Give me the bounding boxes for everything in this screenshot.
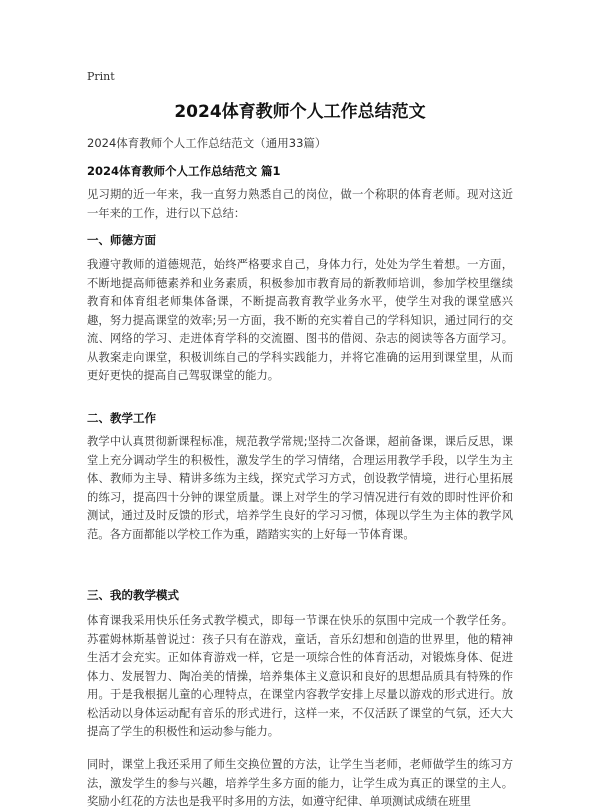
paragraph-ethics: 我遵守教师的道德规范，始终严格要求自己，身体力行，处处为学生着想。一方面，不断地提高师德素养和业务素质，积极参加市教育局的新教师培训，参加学校里继续教育和体育组老师集体备课，不断提高教育教学业务水平，使学生对我的课堂感兴趣，努力提高课堂的效率;另一方面，我不断的充实着自己的学科知识，通过同行的交流、网络的学习、走进体育学科的交流圈、图书的借阅、杂志的阅读等各方面学习。从教案走向课堂，积极训练自己的学科实践能力，并将它准确的运用到课堂里，从而更好更快的提高自己驾驭课堂的能力。: [87, 258, 513, 382]
paragraph-teaching-work: 教学中认真贯彻新课程标准，规范教学常规;坚持二次备课，超前备课，课后反思，课堂上充分调动学生的积极性，激发学生的学习情绪，合理运用教学手段，以学生为主体、教师为主导、精讲多练为主线，探究式学习方式，创设教学情境，进行心里拓展的练习，提高四十分钟的课堂质量。课上对学生的学习情况进行有效的即时性评价和测试，通过及时反馈的形式，培养学生良好的学习习惯，体现以学生为主体的教学风范。各方面都能以学校工作为重，踏踏实实的上好每一节体育课。: [87, 435, 513, 541]
paragraph-teaching-mode: 体育课我采用快乐任务式教学模式，即每一节课在快乐的氛围中完成一个教学任务。苏霍姆林斯基曾说过：孩子只有在游戏，童话，音乐幻想和创造的世界里，他的精神生活才会充实。正如体育游戏一样，它是一项综合性的体育活动，对锻炼身体、促进体力、发展智力、陶冶美的情操，培养集体主义意识和良好的思想品质具有特殊的作用。于是我根据儿童的心理特点，在课堂内容教学安排上尽量以游戏的形式进行。放松活动以身体运动配有音乐的形式进行，这样一来，不仅活跃了课堂的气氛，还大大提高了学生的积极性和运动参与能力。: [87, 614, 513, 738]
heading-teaching-mode: 三、我的教学模式: [87, 588, 179, 602]
paragraph-teacher-student-swap: 同时，课堂上我还采用了师生交换位置的方法，让学生当老师，老师做学生的练习方法，激发学生的参与兴趣，培养学生多方面的能力，让学生成为真正的课堂的主人。奖励小红花的方法也是我平时多用的方法，如遵守纪律、单项测试成绩在班里: [87, 758, 513, 808]
heading-ethics: 一、师德方面: [87, 233, 156, 247]
intro-paragraph: 见习期的近一年来，我一直努力熟悉自己的岗位，做一个称职的体育老师。现对这近一年来的工作，进行以下总结：: [87, 188, 513, 220]
print-label[interactable]: Print: [87, 70, 115, 83]
document-title: 2024体育教师个人工作总结范文: [174, 102, 426, 122]
heading-teaching-work: 二、教学工作: [87, 411, 156, 425]
section-title: 2024体育教师个人工作总结范文 篇1: [87, 164, 281, 178]
document-subtitle: 2024体育教师个人工作总结范文（通用33篇）: [87, 136, 327, 150]
